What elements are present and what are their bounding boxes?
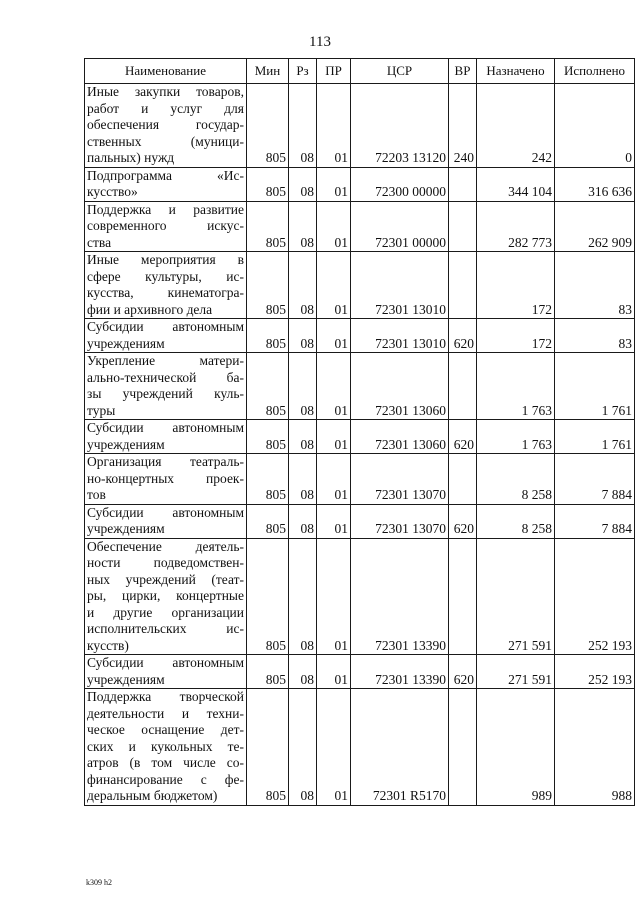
row-vr-cell xyxy=(449,201,477,252)
row-name-line: сфере культуры, ис- xyxy=(87,268,244,284)
row-min-cell: 805 xyxy=(247,201,289,252)
row-name-line: Иные закупки товаров, xyxy=(87,84,244,99)
row-name-line: обеспечения государ- xyxy=(87,117,244,132)
row-pr-cell: 01 xyxy=(317,84,351,168)
row-name-cell xyxy=(85,504,247,538)
row-name-line: учреждениям xyxy=(87,436,165,452)
row-min-cell: 805 xyxy=(247,689,289,806)
row-name-line: Укрепление матери- xyxy=(87,353,244,368)
row-pr-cell: 01 xyxy=(317,167,351,201)
row-vr-cell xyxy=(449,353,477,420)
row-assigned-cell: 172 xyxy=(477,252,555,319)
table-row xyxy=(85,319,635,353)
row-executed-cell: 83 xyxy=(555,319,635,353)
row-pr-cell: 01 xyxy=(317,504,351,538)
row-name-line: ности подведомствен- xyxy=(87,555,244,570)
row-assigned-cell: 282 773 xyxy=(477,201,555,252)
row-name-line: ры, цирки, концертные xyxy=(87,588,244,603)
row-min-cell: 805 xyxy=(247,420,289,454)
row-rz-cell: 08 xyxy=(289,655,317,689)
column-header-assigned: Назначено xyxy=(477,59,555,84)
row-name-line: Обеспечение деятель- xyxy=(87,538,244,554)
row-name-line: ственных (муници- xyxy=(87,133,244,149)
row-name-line: ально-технической ба- xyxy=(87,369,244,385)
table-row xyxy=(85,201,635,252)
row-name-cell xyxy=(85,689,247,806)
column-header-name: Наименование xyxy=(85,59,247,84)
row-rz-cell: 08 xyxy=(289,84,317,168)
row-name-cell xyxy=(85,353,247,420)
row-pr-cell: 01 xyxy=(317,252,351,319)
row-executed-cell: 7 884 xyxy=(555,504,635,538)
row-rz-cell: 08 xyxy=(289,353,317,420)
row-min-cell: 805 xyxy=(247,504,289,538)
row-name-cell xyxy=(85,319,247,353)
row-min-cell: 805 xyxy=(247,319,289,353)
row-name-line: работ и услуг для xyxy=(87,100,244,116)
row-name-cell xyxy=(85,167,247,201)
row-name-cell xyxy=(85,84,247,168)
row-pr-cell: 01 xyxy=(317,420,351,454)
row-rz-cell: 08 xyxy=(289,420,317,454)
row-csr-cell: 72301 13010 xyxy=(351,252,449,319)
row-rz-cell: 08 xyxy=(289,689,317,806)
table-row xyxy=(85,84,635,168)
row-executed-cell: 252 193 xyxy=(555,538,635,655)
row-assigned-cell: 1 763 xyxy=(477,420,555,454)
row-name-line: Подпрограмма «Ис- xyxy=(87,167,244,183)
column-header-vr: ВР xyxy=(449,59,477,84)
row-pr-cell: 01 xyxy=(317,319,351,353)
row-assigned-cell: 8 258 xyxy=(477,454,555,505)
row-name-line: Субсидии автономным xyxy=(87,319,244,334)
row-csr-cell: 72301 13070 xyxy=(351,504,449,538)
column-header-pr: ПР xyxy=(317,59,351,84)
row-vr-cell xyxy=(449,454,477,505)
row-assigned-cell: 271 591 xyxy=(477,538,555,655)
row-executed-cell: 7 884 xyxy=(555,454,635,505)
column-header-rz: Рз xyxy=(289,59,317,84)
row-name-line: ных учреждений (теат- xyxy=(87,571,244,587)
row-name-line: деятельности и техни- xyxy=(87,705,244,721)
row-name-line: Субсидии автономным xyxy=(87,504,244,520)
table-header-row xyxy=(85,59,635,84)
row-name-cell xyxy=(85,252,247,319)
row-min-cell: 805 xyxy=(247,538,289,655)
table-row xyxy=(85,655,635,689)
row-csr-cell: 72301 00000 xyxy=(351,201,449,252)
row-pr-cell: 01 xyxy=(317,454,351,505)
row-rz-cell: 08 xyxy=(289,201,317,252)
row-min-cell: 805 xyxy=(247,353,289,420)
row-assigned-cell: 8 258 xyxy=(477,504,555,538)
row-executed-cell: 83 xyxy=(555,252,635,319)
row-csr-cell: 72301 13390 xyxy=(351,538,449,655)
row-pr-cell: 01 xyxy=(317,353,351,420)
row-executed-cell: 1 761 xyxy=(555,420,635,454)
row-min-cell: 805 xyxy=(247,252,289,319)
row-name-line: ства xyxy=(87,234,112,250)
row-pr-cell: 01 xyxy=(317,201,351,252)
row-vr-cell xyxy=(449,167,477,201)
row-executed-cell: 316 636 xyxy=(555,167,635,201)
row-name-line: учреждениям xyxy=(87,521,165,536)
row-name-line: учреждениям xyxy=(87,671,165,687)
row-csr-cell: 72300 00000 xyxy=(351,167,449,201)
row-assigned-cell: 271 591 xyxy=(477,655,555,689)
row-name-line: пальных) нужд xyxy=(87,150,175,165)
row-name-line: ских и кукольных те- xyxy=(87,738,244,754)
row-csr-cell: 72203 13120 xyxy=(351,84,449,168)
row-vr-cell: 620 xyxy=(449,655,477,689)
row-name-line: кусства, кинематогра- xyxy=(87,285,244,300)
row-vr-cell xyxy=(449,538,477,655)
budget-table xyxy=(84,58,635,806)
row-name-line: зы учреждений куль- xyxy=(87,386,244,401)
row-executed-cell: 1 761 xyxy=(555,353,635,420)
row-assigned-cell: 344 104 xyxy=(477,167,555,201)
row-name-line: фии и архивного дела xyxy=(87,301,213,317)
row-name-cell xyxy=(85,454,247,505)
row-assigned-cell: 989 xyxy=(477,689,555,806)
row-name-line: тов xyxy=(87,487,106,502)
row-vr-cell xyxy=(449,689,477,806)
row-name-line: ческое оснащение дет- xyxy=(87,722,244,737)
row-name-line: Субсидии автономным xyxy=(87,655,244,670)
row-assigned-cell: 172 xyxy=(477,319,555,353)
table-row xyxy=(85,689,635,806)
table-row xyxy=(85,420,635,454)
row-name-line: Организация театраль- xyxy=(87,454,244,469)
row-min-cell: 805 xyxy=(247,167,289,201)
row-vr-cell: 240 xyxy=(449,84,477,168)
row-name-line: деральным бюджетом) xyxy=(87,788,218,803)
row-rz-cell: 08 xyxy=(289,504,317,538)
row-vr-cell: 620 xyxy=(449,420,477,454)
row-name-line: финансирование с фе- xyxy=(87,771,244,787)
row-rz-cell: 08 xyxy=(289,319,317,353)
column-header-min: Мин xyxy=(247,59,289,84)
table-row xyxy=(85,504,635,538)
table-row xyxy=(85,252,635,319)
row-name-line: но-концертных проек- xyxy=(87,470,244,486)
table-row xyxy=(85,454,635,505)
row-csr-cell: 72301 13070 xyxy=(351,454,449,505)
row-rz-cell: 08 xyxy=(289,252,317,319)
row-name-line: и другие организации xyxy=(87,604,244,620)
row-executed-cell: 252 193 xyxy=(555,655,635,689)
row-csr-cell: 72301 13060 xyxy=(351,353,449,420)
row-vr-cell: 620 xyxy=(449,319,477,353)
row-rz-cell: 08 xyxy=(289,167,317,201)
row-csr-cell: 72301 R5170 xyxy=(351,689,449,806)
row-name-line: туры xyxy=(87,402,116,418)
row-name-line: современного искус- xyxy=(87,218,244,233)
row-min-cell: 805 xyxy=(247,655,289,689)
row-pr-cell: 01 xyxy=(317,538,351,655)
row-csr-cell: 72301 13010 xyxy=(351,319,449,353)
table-body xyxy=(85,84,635,806)
column-header-executed: Исполнено xyxy=(555,59,635,84)
footer-code: k309 h2 xyxy=(86,878,112,887)
row-assigned-cell: 242 xyxy=(477,84,555,168)
table-row xyxy=(85,538,635,655)
row-executed-cell: 0 xyxy=(555,84,635,168)
row-name-line: атров (в том числе со- xyxy=(87,755,244,770)
row-executed-cell: 262 909 xyxy=(555,201,635,252)
row-pr-cell: 01 xyxy=(317,689,351,806)
row-executed-cell: 988 xyxy=(555,689,635,806)
row-name-cell xyxy=(85,538,247,655)
row-name-line: Субсидии автономным xyxy=(87,420,244,435)
row-pr-cell: 01 xyxy=(317,655,351,689)
table-row xyxy=(85,353,635,420)
row-name-line: исполнительских ис- xyxy=(87,621,244,636)
column-header-csr: ЦСР xyxy=(351,59,449,84)
row-vr-cell: 620 xyxy=(449,504,477,538)
row-name-line: кусств) xyxy=(87,637,129,653)
row-name-line: Поддержка творческой xyxy=(87,689,244,704)
row-rz-cell: 08 xyxy=(289,454,317,505)
row-csr-cell: 72301 13060 xyxy=(351,420,449,454)
row-assigned-cell: 1 763 xyxy=(477,353,555,420)
row-name-line: Поддержка и развитие xyxy=(87,201,244,217)
row-name-line: учреждениям xyxy=(87,335,165,351)
table-row xyxy=(85,167,635,201)
page-number: 113 xyxy=(309,34,331,50)
row-name-cell xyxy=(85,201,247,252)
row-name-cell xyxy=(85,420,247,454)
row-csr-cell: 72301 13390 xyxy=(351,655,449,689)
row-min-cell: 805 xyxy=(247,84,289,168)
row-name-cell xyxy=(85,655,247,689)
row-rz-cell: 08 xyxy=(289,538,317,655)
row-name-line: Иные мероприятия в xyxy=(87,252,244,267)
row-name-line: кусство» xyxy=(87,184,138,199)
row-vr-cell xyxy=(449,252,477,319)
row-min-cell: 805 xyxy=(247,454,289,505)
